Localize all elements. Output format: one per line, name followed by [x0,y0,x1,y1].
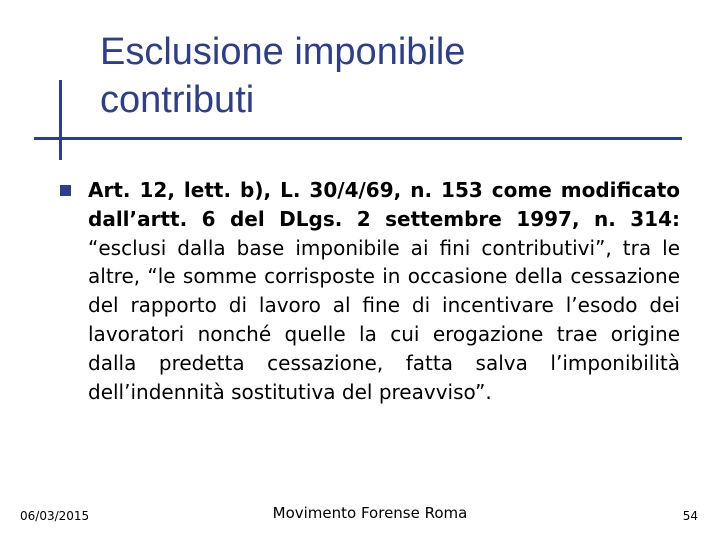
bullet-text [88,176,680,406]
slide-title-line-2: contributi [100,79,255,121]
footer-page-number: 54 [682,509,698,523]
bullet-item [58,176,680,406]
bullet-regular-text: “esclusi dalla base imponibile ai fini contributivi”, tra le altre, “le somme corrisposte in occasione della cessazione del rapporto di lavoro al fine di incentivare l’esodo dei lavoratori nonché quelle la cui erogazione trae origine dalla predetta cessazione, fatta salva l’imponibilità dell’indennità sostitutiva del preavviso”. [88,235,680,404]
slide-title-line-1: Esclusione imponibile [100,31,466,73]
title-vertical-rule [59,80,62,160]
bullet-bold-text: Art. 12, lett. b), L. 30/4/69, n. 153 come modificato dall’artt. 6 del DLgs. 2 settembre 1997, n. 314: [88,178,680,231]
footer-date: 06/03/2015 [20,509,90,523]
slide-title [100,28,660,124]
square-bullet-icon [60,185,71,196]
footer-organization: Movimento Forense Roma [272,504,468,522]
title-horizontal-rule [34,137,682,140]
